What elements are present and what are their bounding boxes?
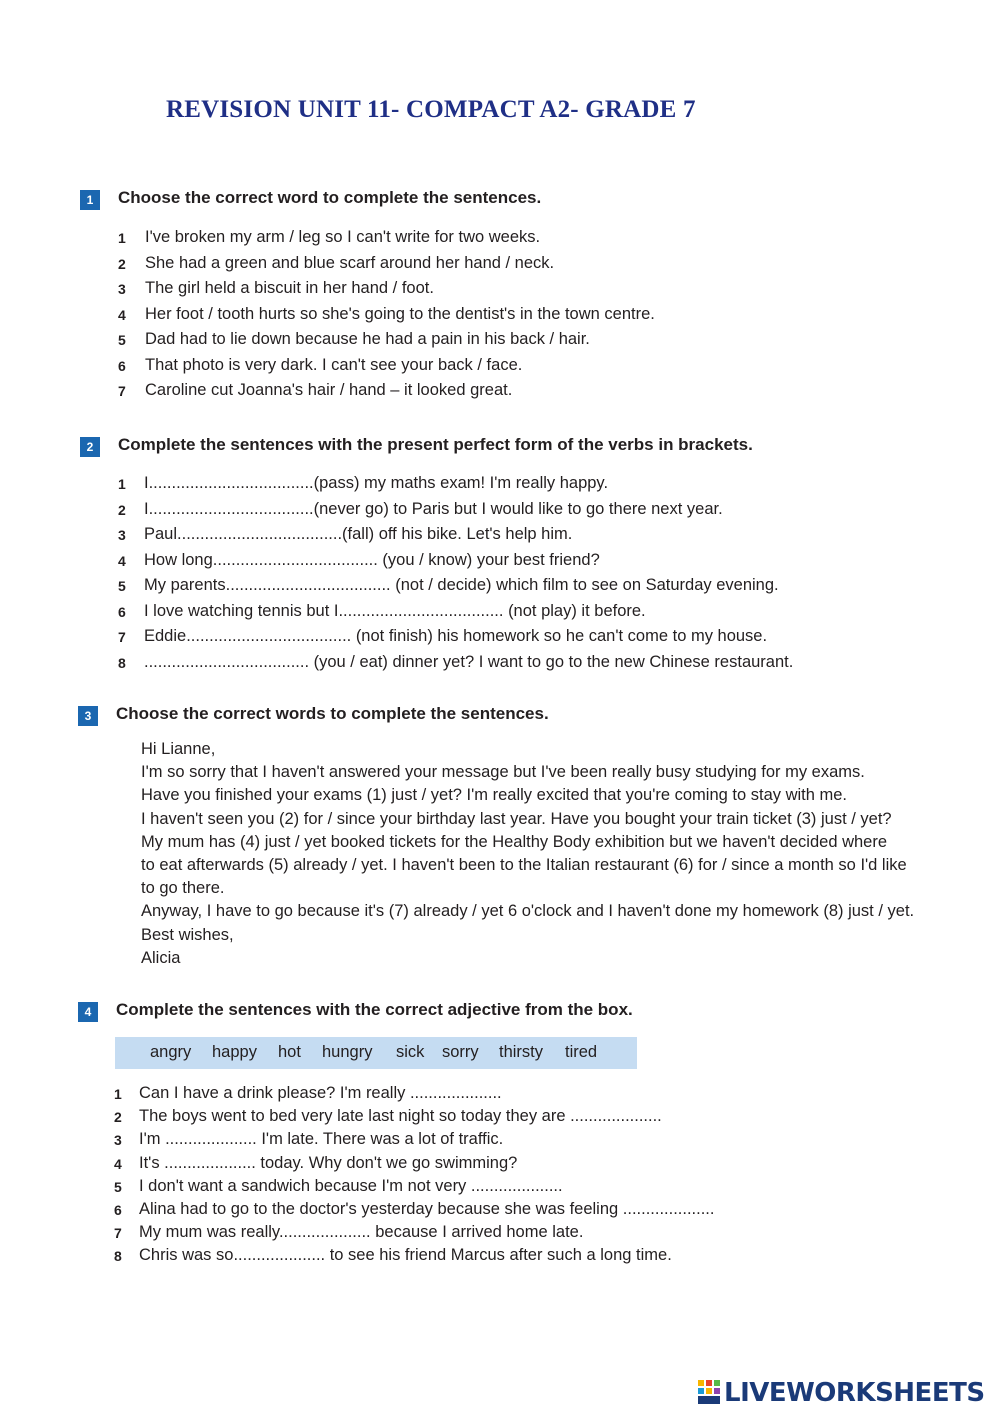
item-text: .................................... (you / eat) dinner yet? I want to go to the new Chinese restaurant.: [144, 652, 794, 671]
item-text: I love watching tennis but I.................................... (not play) it before.: [144, 601, 646, 620]
item-number: 3: [118, 281, 126, 297]
letter-line: My mum has (4) just / yet booked tickets for the Healthy Body exhibition but we haven't decided where: [141, 832, 888, 851]
item-text: Can I have a drink please? I'm really ....................: [139, 1084, 502, 1102]
brand-name: LIVEWORKSHEETS: [724, 1378, 985, 1408]
item-number: 2: [118, 501, 126, 518]
item-text: Dad had to lie down because he had a pain in his back / hair.: [145, 330, 590, 348]
item-text: She had a green and blue scarf around her hand / neck.: [145, 253, 555, 272]
item-text: I've broken my arm / leg so I can't write for two weeks.: [145, 228, 541, 246]
item-text: It's .................... today. Why don't we go swimming?: [139, 1153, 518, 1172]
item-number: 2: [114, 1109, 122, 1126]
section-number-badge: 1: [80, 190, 100, 210]
item-text: How long.................................... (you / know) your best friend?: [144, 550, 600, 569]
page-title: REVISION UNIT 11- COMPACT A2- GRADE 7: [166, 96, 696, 123]
item-number: 7: [114, 1225, 122, 1242]
item-text: I'm .................... I'm late. There was a lot of traffic.: [139, 1130, 504, 1149]
section-number-badge: 3: [78, 706, 98, 726]
item-number: 7: [118, 383, 126, 399]
item-text: My parents.................................... (not / decide) which film to see on Saturday evening.: [144, 576, 779, 594]
item-number: 6: [114, 1202, 122, 1218]
item-number: 5: [118, 332, 126, 348]
item-text: I....................................(pass) my maths exam! I'm really happy.: [144, 474, 609, 492]
word-box-item: hot: [278, 1043, 301, 1061]
item-text: The boys went to bed very late last night so today they are ....................: [139, 1107, 662, 1126]
word-box: [115, 1037, 637, 1069]
item-text: Alina had to go to the doctor's yesterday because she was feeling ....................: [139, 1200, 715, 1218]
item-text: Her foot / tooth hurts so she's going to the dentist's in the town centre.: [145, 304, 655, 323]
word-box-item: thirsty: [499, 1043, 544, 1061]
item-number: 1: [118, 230, 126, 246]
section-instruction: Complete the sentences with the correct adjective from the box.: [116, 1000, 633, 1019]
section-3: [0, 704, 1000, 728]
word-box-item: sorry: [442, 1043, 479, 1061]
letter-line: I haven't seen you (2) for / since your birthday last year. Have you bought your train ticket (3) just / yet?: [141, 809, 892, 828]
letter-line: to go there.: [141, 879, 225, 898]
section-instruction: Choose the correct words to complete the sentences.: [116, 704, 549, 723]
letter-line: Have you finished your exams (1) just / yet? I'm really excited that you're coming to stay with me.: [141, 786, 848, 805]
item-number: 4: [114, 1155, 122, 1172]
word-box-item: tired: [565, 1043, 598, 1061]
item-number: 7: [118, 629, 126, 645]
item-number: 6: [118, 357, 126, 374]
section-2: [0, 435, 1000, 459]
item-number: 2: [118, 255, 126, 272]
word-box-item: happy: [212, 1043, 257, 1061]
item-text: That photo is very dark. I can't see your back / face.: [145, 355, 523, 374]
item-number: 5: [118, 578, 126, 594]
section-instruction: Choose the correct word to complete the sentences.: [118, 188, 542, 207]
item-text: Paul....................................(fall) off his bike. Let's help him.: [144, 525, 573, 543]
section-4: [0, 1000, 1000, 1024]
item-text: I....................................(never go) to Paris but I would like to go there next year.: [144, 499, 723, 518]
item-number: 8: [118, 654, 126, 671]
section-number-badge: 2: [80, 437, 100, 457]
item-text: My mum was really.................... because I arrived home late.: [139, 1223, 584, 1242]
section-1: [0, 188, 1000, 212]
item-number: 5: [114, 1178, 122, 1195]
letter-line: to eat afterwards (5) already / yet. I haven't been to the Italian restaurant (6) for / since a month so I'd like: [141, 856, 907, 874]
liveworksheets-logo-icon: [698, 1380, 720, 1404]
letter-line: Anyway, I have to go because it's (7) already / yet 6 o'clock and I haven't done my homework (8) just / yet.: [141, 902, 915, 921]
item-number: 8: [114, 1248, 122, 1265]
word-box-item: sick: [396, 1043, 425, 1061]
item-text: Chris was so.................... to see his friend Marcus after such a long time.: [139, 1246, 672, 1265]
word-box-item: angry: [150, 1043, 192, 1061]
item-text: The girl held a biscuit in her hand / foot.: [145, 279, 434, 297]
section-instruction: Complete the sentences with the present perfect form of the verbs in brackets.: [118, 435, 753, 454]
item-number: 6: [118, 603, 126, 620]
word-box-item: hungry: [322, 1043, 373, 1061]
letter-line: I'm so sorry that I haven't answered your message but I've been really busy studying for my exams.: [141, 763, 865, 782]
section-number-badge: 4: [78, 1002, 98, 1022]
item-number: 4: [118, 306, 126, 323]
letter-line: Alicia: [141, 948, 181, 967]
item-number: 1: [114, 1086, 122, 1102]
letter-line: Hi Lianne,: [141, 740, 216, 758]
item-number: 3: [118, 527, 126, 543]
letter-line: Best wishes,: [141, 925, 234, 944]
item-number: 1: [118, 476, 126, 492]
item-text: Eddie.................................... (not finish) his homework so he can't come to my house.: [144, 627, 768, 645]
item-text: Caroline cut Joanna's hair / hand – it looked great.: [145, 381, 513, 399]
item-number: 3: [114, 1132, 122, 1149]
item-text: I don't want a sandwich because I'm not very ....................: [139, 1176, 563, 1195]
item-number: 4: [118, 552, 126, 569]
